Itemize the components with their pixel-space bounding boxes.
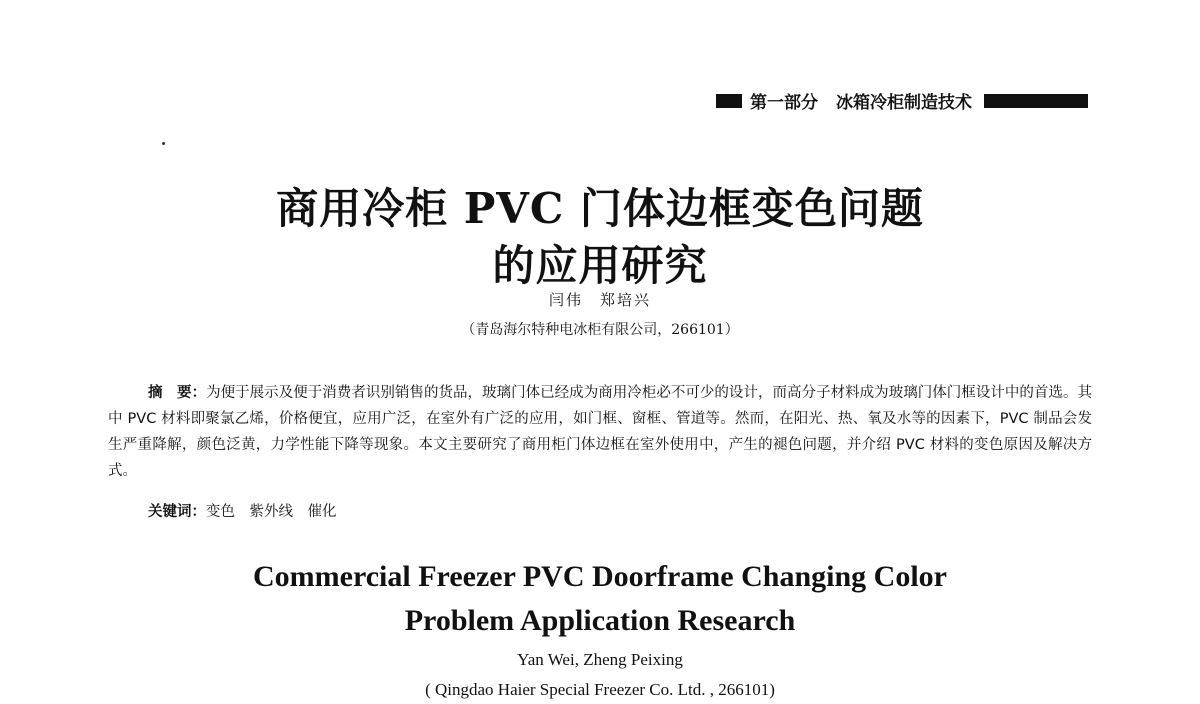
authors-en: Yan Wei, Zheng Peixing [517, 650, 683, 669]
header-bar-left [716, 94, 742, 108]
keywords [148, 500, 337, 521]
abstract-label: 摘 要： [148, 385, 207, 401]
title-cn-line2: 的应用研究 [492, 241, 708, 290]
title-en-line1: Commercial Freezer PVC Doorframe Changing Color [253, 560, 947, 593]
abstract-text: 为便于展示及便于消费者识别销售的货品，玻璃门体已经成为商用冷柜必不可少的设计，而高分子材料成为玻璃门体门框设计中的首选。其中 PVC 材料即聚氯乙烯，价格便宜，应用广泛，在室外有广泛的应用，如门框、窗框、管道等。然而，在阳光、热、氧及水等的因素下，PVC 制品会发生严重降解，颜色泛黄，力学性能下降等现象。本文主要研究了商用柜门体边框在室外使用中，产生的褪色问题，并介绍 PVC 材料的变色原因及解决方式。 [108, 385, 1092, 479]
header-section-title: 冰箱冷柜制造技术 [836, 93, 972, 113]
header-section-label: 第一部分 [750, 93, 818, 113]
title-en-line2: Problem Application Research [404, 604, 796, 637]
keywords-items: 变色 紫外线 催化 [206, 504, 337, 520]
speck-mark [162, 142, 165, 145]
running-header [716, 88, 1088, 113]
affiliation-en: ( Qingdao Haier Special Freezer Co. Ltd. , 266101) [425, 680, 775, 699]
authors-cn: 闫伟 郑培兴 [548, 291, 651, 309]
title-cn-line1: 商用冷柜 PVC 门体边框变色问题 [276, 184, 924, 233]
abstract [108, 380, 1092, 484]
keywords-label: 关键词： [148, 504, 206, 520]
affiliation-cn: （青岛海尔特种电冰柜有限公司，266101） [461, 322, 739, 338]
header-bar-right [984, 94, 1088, 108]
